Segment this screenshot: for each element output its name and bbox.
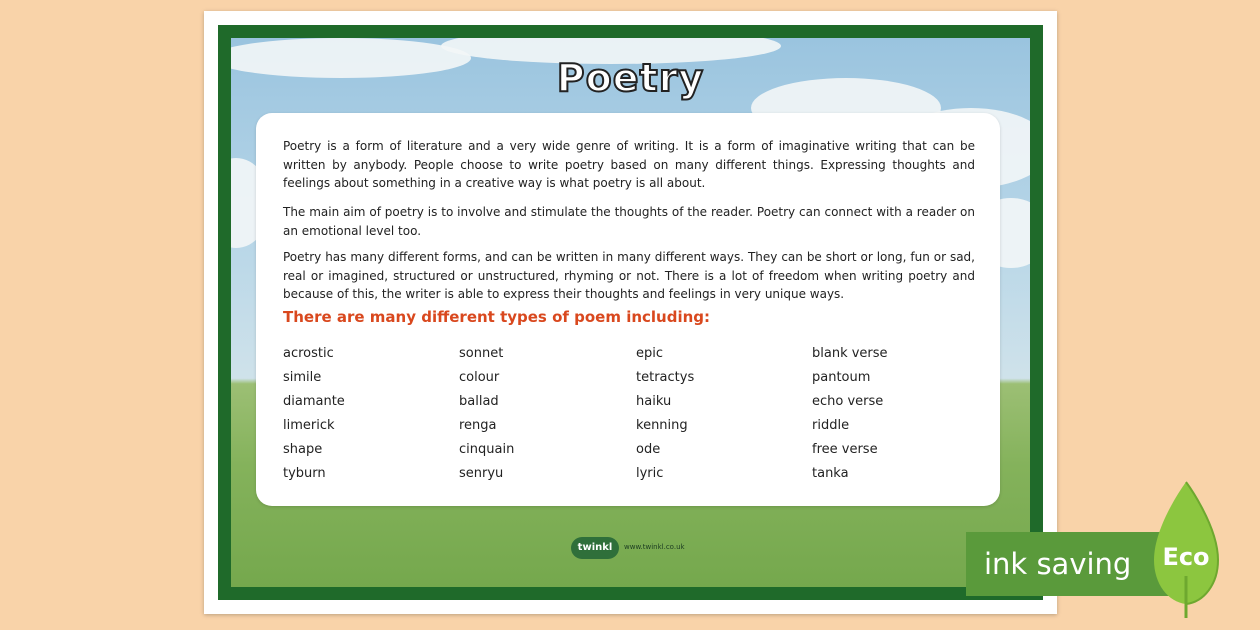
- list-item: sonnet: [459, 346, 504, 361]
- list-item: ode: [636, 442, 661, 457]
- intro-paragraph: Poetry is a form of literature and a very wide genre of writing. It is a form of imaginative writing that can be written by anybody. People choose to write poetry based on many different things. Expressing thoughts and feelings about something in a creative way is what poetry is all about.: [283, 139, 975, 190]
- list-item: simile: [283, 370, 322, 385]
- list-item: kenning: [636, 418, 688, 433]
- list-item: tyburn: [283, 466, 326, 481]
- list-item: tetractys: [636, 370, 695, 385]
- poem-type-column-1: [283, 342, 453, 486]
- list-item: lyric: [636, 466, 664, 481]
- page-title: Poetry: [556, 56, 705, 100]
- document-sheet: [204, 11, 1057, 614]
- list-item: acrostic: [283, 346, 334, 361]
- list-item: senryu: [459, 466, 504, 481]
- twinkl-logo: twinkl: [571, 537, 619, 559]
- list-item: colour: [459, 370, 500, 385]
- list-item: renga: [459, 418, 497, 433]
- green-frame: [218, 25, 1043, 600]
- list-item: echo verse: [812, 394, 884, 409]
- aim-paragraph: The main aim of poetry is to involve and stimulate the thoughts of the reader. Poetry can connect with a reader on an emotional level too.: [283, 205, 975, 238]
- list-item: tanka: [812, 466, 849, 481]
- list-item: pantoum: [812, 370, 871, 385]
- types-heading: There are many different types of poem including:: [283, 308, 711, 326]
- list-item: limerick: [283, 418, 335, 433]
- list-item: cinquain: [459, 442, 515, 457]
- list-item: blank verse: [812, 346, 888, 361]
- footer-url: www.twinkl.co.uk: [624, 543, 685, 551]
- forms-paragraph: Poetry has many different forms, and can be written in many different ways. They can be short or long, fun or sad, real or imagined, structured or unstructured, rhyming or not. There is a lot of freedom when writing poetry and because of this, the writer is able to express their thoughts and feelings in very unique ways.: [283, 250, 975, 301]
- landscape-background: [231, 38, 1030, 587]
- eco-label: Eco: [1162, 543, 1210, 571]
- list-item: ballad: [459, 394, 499, 409]
- ink-saving-banner: ink saving: [966, 532, 1178, 596]
- list-item: free verse: [812, 442, 878, 457]
- poem-type-column-3: [636, 342, 806, 486]
- list-item: haiku: [636, 394, 672, 409]
- list-item: diamante: [283, 394, 345, 409]
- list-item: riddle: [812, 418, 850, 433]
- content-card: [256, 113, 1000, 506]
- list-item: epic: [636, 346, 664, 361]
- list-item: shape: [283, 442, 323, 457]
- poem-type-column-2: [459, 342, 629, 486]
- poem-type-column-4: [812, 342, 982, 486]
